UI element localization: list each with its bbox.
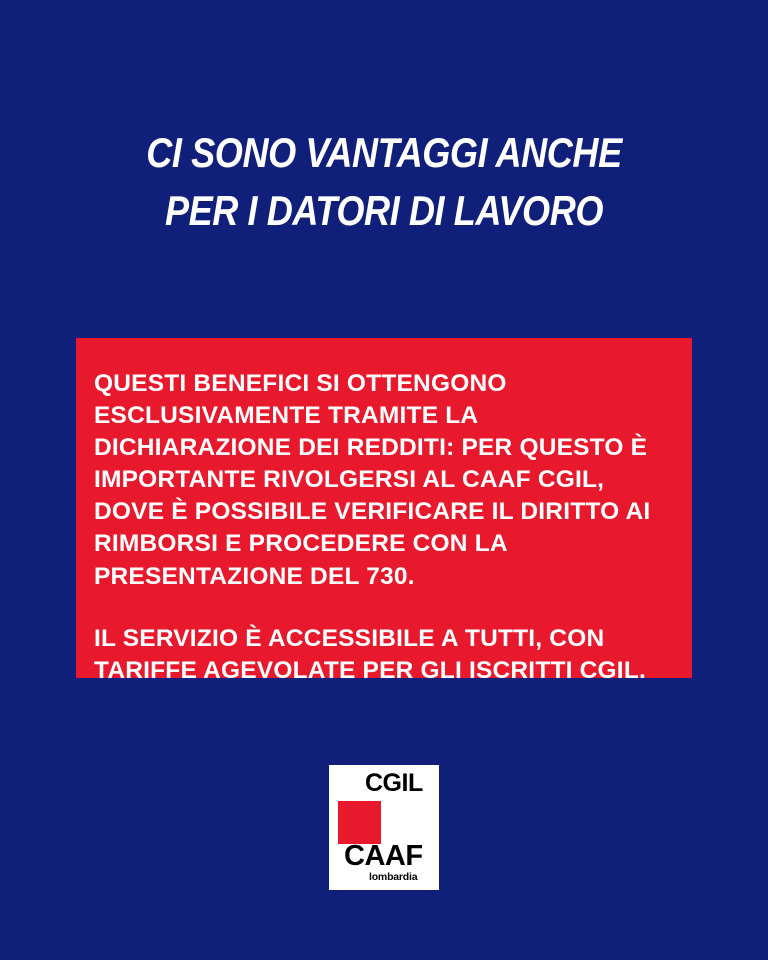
logo-red-square-icon — [338, 801, 381, 844]
callout-paragraph-1 — [94, 368, 662, 593]
callout-line: ESCLUSIVAMENTE TRAMITE LA — [94, 402, 479, 430]
callout-paragraph-2 — [94, 623, 662, 687]
callout-line: IL SERVIZIO È ACCESSIBILE A TUTTI, CON — [94, 624, 605, 652]
logo-caaf-text: CAAF — [344, 840, 423, 872]
callout-line: RIMBORSI E PROCEDERE CON LA — [94, 530, 508, 558]
callout-box — [76, 338, 692, 684]
callout-line: IMPORTANTE RIVOLGERSI AL CAAF CGIL, — [94, 466, 605, 494]
page-title — [54, 124, 714, 240]
headline-line-1: CI SONO VANTAGGI ANCHE — [146, 129, 622, 176]
logo-inner — [336, 771, 432, 884]
callout-line: PRESENTAZIONE DEL 730. — [94, 562, 415, 590]
callout-line: TARIFFE AGEVOLATE PER GLI ISCRITTI CGIL. — [94, 656, 646, 684]
headline-line-2: PER I DATORI DI LAVORO — [164, 186, 604, 234]
cgil-caaf-logo — [329, 765, 439, 890]
callout-line: DOVE È POSSIBILE VERIFICARE IL DIRITTO AI — [94, 498, 651, 526]
callout-line: DICHIARAZIONE DEI REDDITI: PER QUESTO È — [94, 434, 648, 462]
logo-cgil-text: CGIL — [365, 769, 423, 797]
logo-subtitle: lombardia — [369, 871, 418, 883]
callout-line: QUESTI BENEFICI SI OTTENGONO — [94, 370, 507, 397]
